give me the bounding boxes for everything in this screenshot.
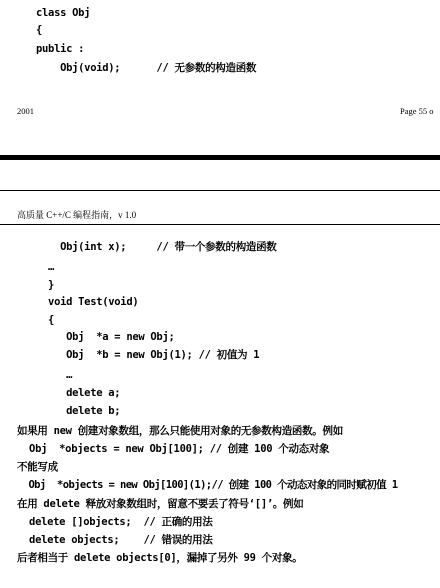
body-text: 如果用 new 创建对象数组，那么只能使用对象的无参数构造函数。例如 [17,425,343,437]
code-line: class Obj [36,7,91,19]
footer-right: Page 55 o [400,106,434,116]
code-line: delete []objects; // 正确的用法 [17,516,213,528]
code-line: Obj *a = new Obj; [36,331,175,343]
code-line: } [36,279,55,291]
code-line: void Test(void) [36,296,139,308]
code-line: { [36,24,43,36]
code-line: Obj(void); // 无参数的构造函数 [36,62,257,74]
page-top-rule [0,190,440,191]
page-break-rule [0,155,440,160]
code-line: Obj(int x); // 带一个参数的构造函数 [36,241,277,253]
body-text: 后者相当于 delete objects[0]，漏掉了另外 99 个对象。 [17,552,303,564]
code-line: Obj *objects = new Obj[100]; // 创建 100 个动态对象 [17,443,330,455]
code-line: Obj *objects = new Obj[100](1);// 创建 100 个动态对象的同时赋初值 1 [17,479,398,491]
code-line: Obj *b = new Obj(1); // 初值为 1 [36,349,260,361]
header-rule [0,224,440,225]
code-line: … [36,369,73,381]
code-line: public : [36,43,85,55]
code-line: { [36,314,55,326]
footer-left: 2001 [17,106,34,116]
code-line: delete objects; // 错误的用法 [17,534,213,546]
body-text: 在用 delete 释放对象数组时，留意不要丢了符号‘[]’。例如 [17,498,304,510]
body-text: 不能写成 [17,461,58,473]
code-line: delete b; [36,405,121,417]
code-line: delete a; [36,387,121,399]
code-line: … [36,261,55,273]
page-header: 高质量 C++/C 编程指南，v 1.0 [17,210,137,220]
